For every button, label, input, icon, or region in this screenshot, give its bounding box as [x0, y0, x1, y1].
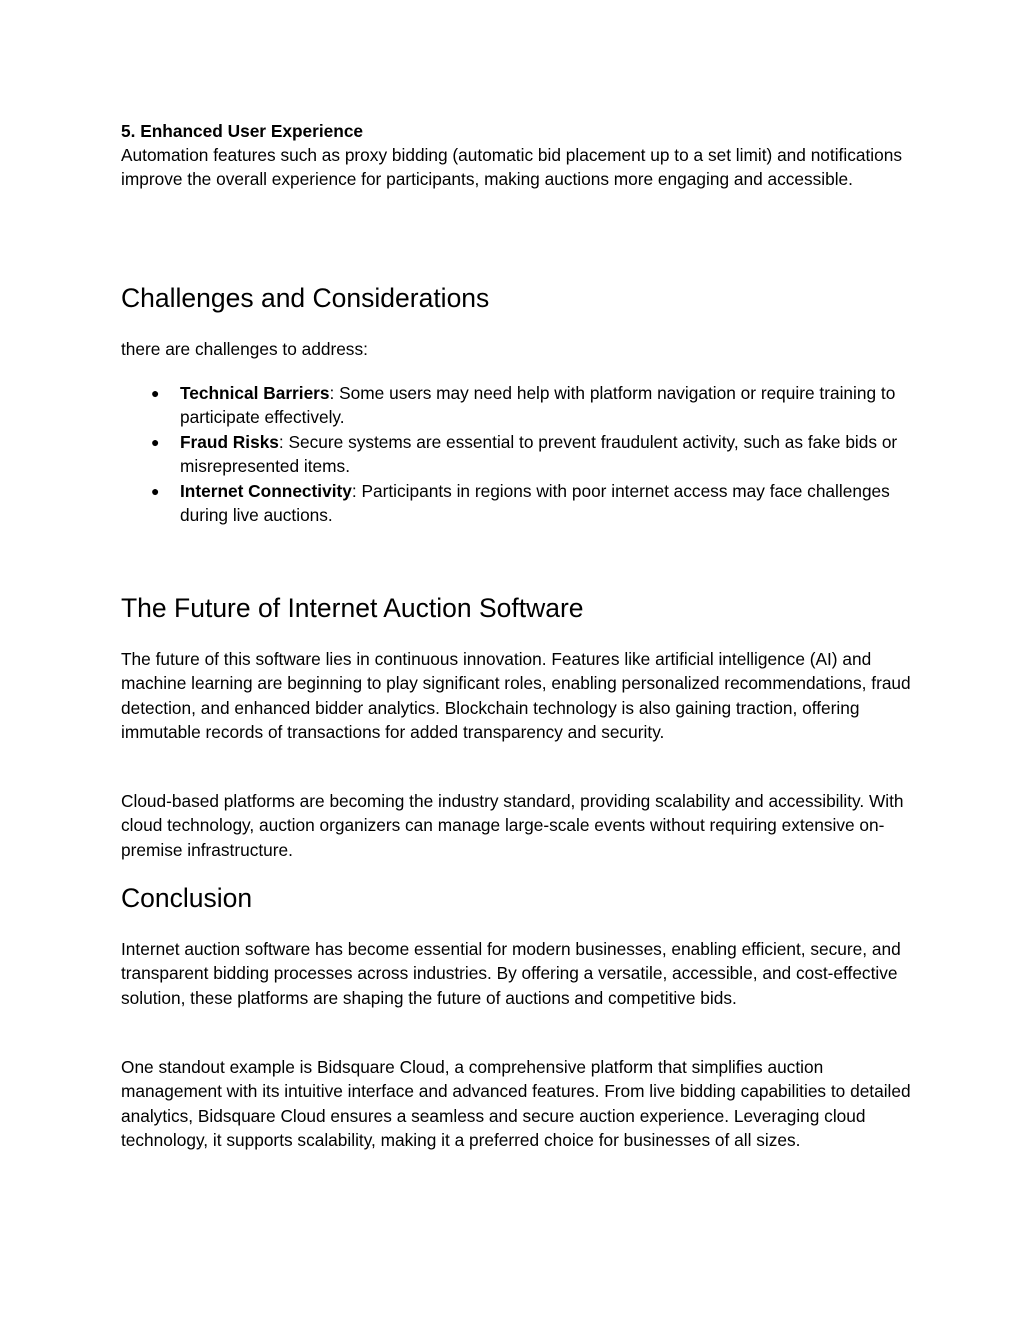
- challenges-intro: there are challenges to address:: [121, 339, 368, 359]
- challenge-item: [121, 479, 911, 528]
- future-paragraph-2: Cloud-based platforms are becoming the industry standard, providing scalability and accessibility. With cloud technology, auction organizers can manage large-scale events without requiring extensive on-premise infrastructure.: [121, 791, 904, 860]
- bullet-icon: ●: [151, 482, 160, 499]
- challenge-label: Fraud Risks: [180, 431, 279, 452]
- bullet-icon: ●: [151, 385, 160, 401]
- section-5-title: 5. Enhanced User Experience: [121, 121, 364, 141]
- challenge-text: : Participants in regions with poor internet access may face challenges during live auctions.: [180, 480, 890, 526]
- challenge-text: : Secure systems are essential to prevent fraudulent activity, such as fake bids or misrepresented items.: [180, 431, 898, 477]
- conclusion-paragraph-2: One standout example is Bidsquare Cloud, a comprehensive platform that simplifies auction management with its intuitive interface and advanced features. From live bidding capabilities to detailed analytics, Bidsquare Cloud ensures a seamless and secure auction experience. Leveraging cloud technology, it supports scalability, making it a preferred choice for businesses of all sizes.: [121, 1057, 911, 1151]
- challenge-item: [121, 381, 911, 430]
- challenges-list: [121, 381, 911, 527]
- conclusion-heading: Conclusion: [121, 883, 253, 913]
- challenge-text: : Some users may need help with platform navigation or require training to participate effectively.: [180, 383, 896, 428]
- challenge-item: [121, 430, 911, 479]
- challenge-label: Internet Connectivity: [180, 480, 352, 501]
- future-heading: The Future of Internet Auction Software: [121, 593, 584, 623]
- challenge-label: Technical Barriers: [180, 383, 330, 403]
- bullet-icon: ●: [151, 433, 160, 450]
- future-paragraph-1: The future of this software lies in continuous innovation. Features like artificial intelligence (AI) and machine learning are beginning to play significant roles, enabling personalized recommendations, fraud detection, and enhanced bidder analytics. Blockchain technology is also gaining traction, offering immutable records of transactions for added transparency and security.: [121, 649, 911, 743]
- challenges-heading: Challenges and Considerations: [121, 283, 490, 313]
- conclusion-paragraph-1: Internet auction software has become essential for modern businesses, enabling efficient, secure, and transparent bidding processes across industries. By offering a versatile, accessible, and cost-effective solution, these platforms are shaping the future of auctions and competitive bids.: [121, 939, 901, 1008]
- section-5-body: Automation features such as proxy bidding (automatic bid placement up to a set limit) and notifications improve the overall experience for participants, making auctions more engaging and accessible.: [121, 145, 902, 190]
